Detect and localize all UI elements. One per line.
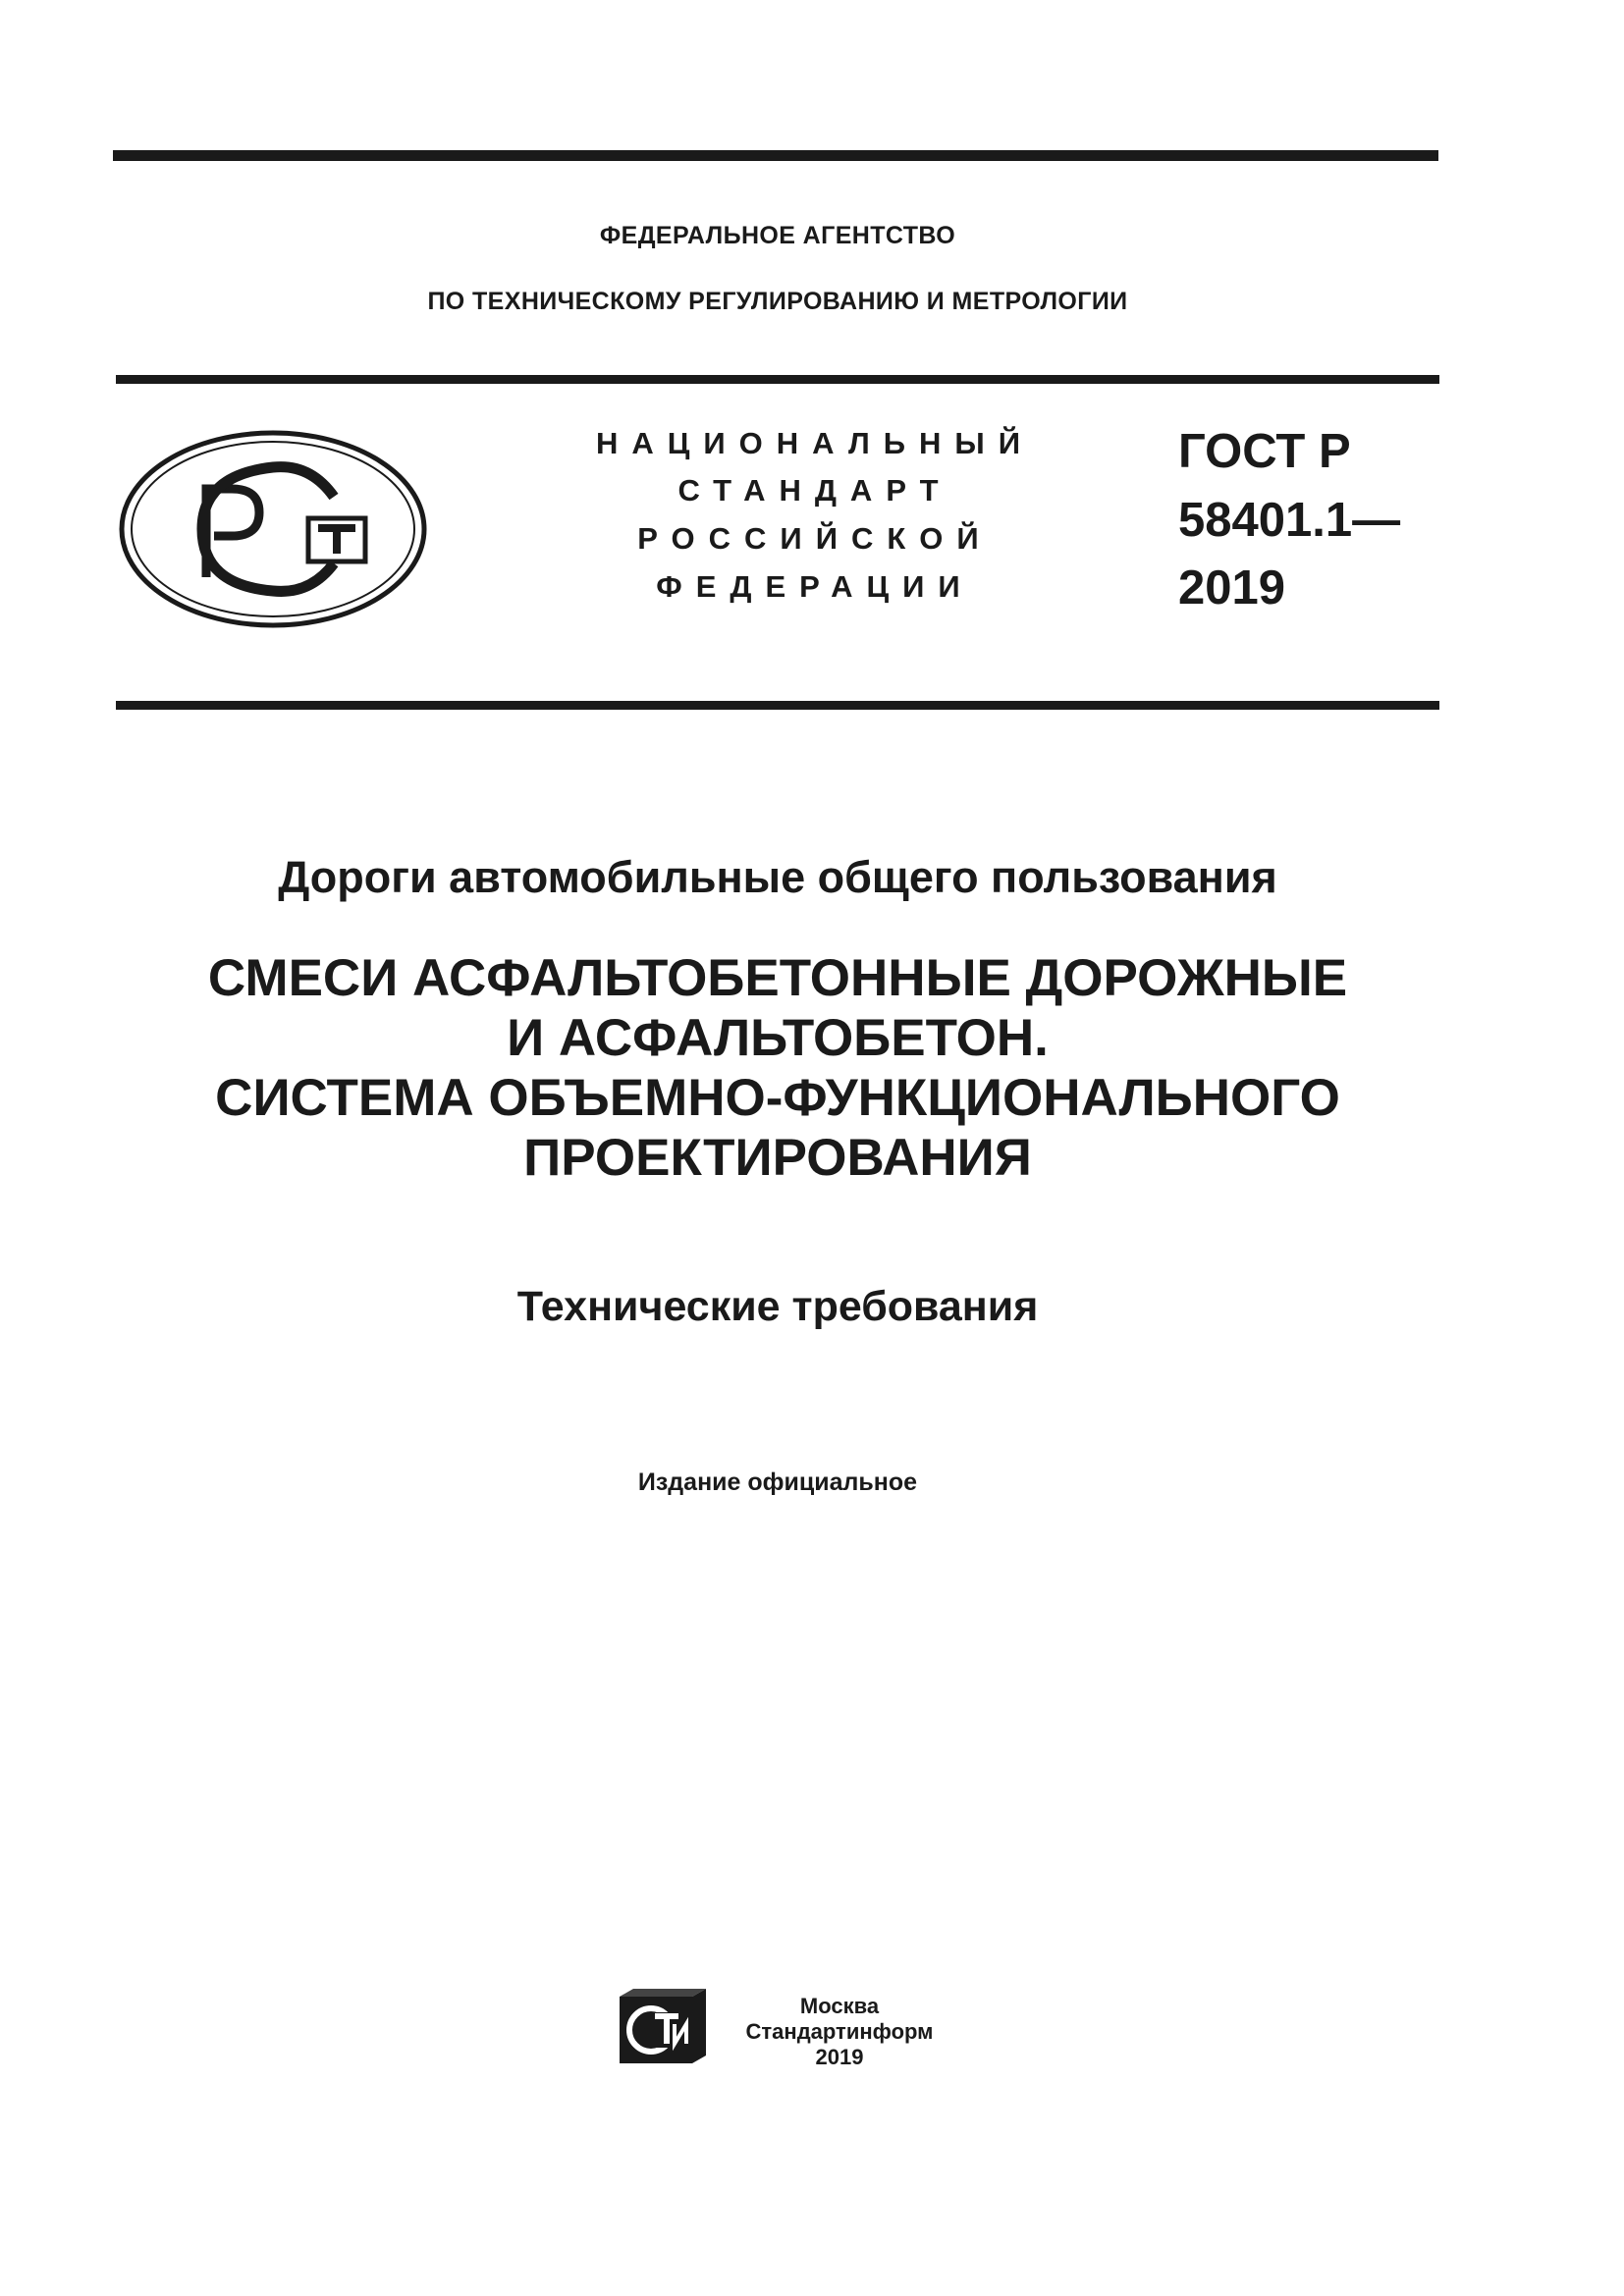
publisher-year: 2019 [815,2045,864,2069]
standard-type-line-1: НАЦИОНАЛЬНЫЙ [595,426,1035,460]
title-line-2: И АСФАЛЬТОБЕТОН. [507,1008,1049,1067]
top-divider [113,150,1438,161]
title-line-1: СМЕСИ АСФАЛЬТОБЕТОННЫЕ ДОРОЖНЫЕ [207,949,1348,1007]
header-divider [116,375,1439,384]
agency-name-line-2: ПО ТЕХНИЧЕСКОМУ РЕГУЛИРОВАНИЮ И МЕТРОЛОГИИ [427,288,1128,315]
designation-line-3: 2019 [1178,561,1286,614]
standard-type-line-4: ФЕДЕРАЦИИ [656,569,974,604]
publisher-city: Москва [799,1994,880,2018]
document-title [0,949,1555,1189]
requirements-subtitle: Технические требования [516,1283,1039,1330]
designation-line-2: 58401.1— [1178,494,1401,547]
rst-certification-mark-icon [116,428,430,630]
standartinform-logo-icon [618,1987,708,2065]
standard-type-line-3: РОССИЙСКОЙ [637,521,993,556]
agency-name-line-1: ФЕДЕРАЛЬНОЕ АГЕНТСТВО [599,222,956,249]
document-subject: Дороги автомобильные общего пользования [278,852,1277,902]
title-line-3: СИСТЕМА ОБЪЕМНО-ФУНКЦИОНАЛЬНОГО [215,1068,1340,1127]
publisher-name: Стандартинформ [745,2019,934,2044]
standard-type-line-2: СТАНДАРТ [677,473,952,507]
edition-label: Издание официальное [637,1468,918,1496]
designation-divider [116,701,1439,710]
title-line-4: ПРОЕКТИРОВАНИЯ [523,1128,1032,1187]
designation-line-1: ГОСТ Р [1178,425,1351,478]
